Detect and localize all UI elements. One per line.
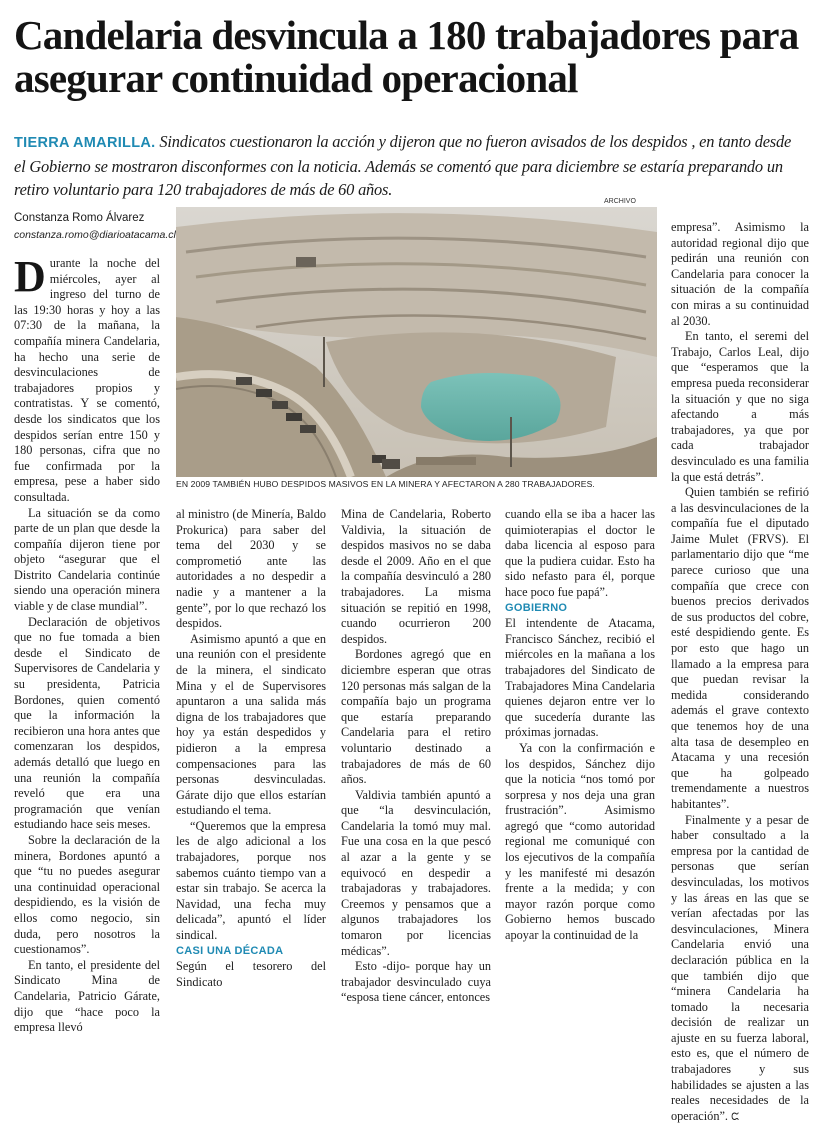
col2-paragraph-1: al ministro (de Minería, Baldo Prokurica) para saber del tema del 2030 y se comprometió ante las autoridades a no despedir a nadie y a mantener a la gente”, por lo que rechazó los despidos. xyxy=(176,507,326,631)
col1-p1-text: urante la noche del miércoles, ayer al ingreso del turno de las 19:30 horas y hoy a las 07:30 de la mañana, la compañía minera Candelaria, ha hecho una serie de desvinculaciones de trabajadores propios y contratistas. Y se comentó, desde los sindicatos que los despidos serían entre 150 y 180 personas, cifra que no fue confirmada por la empresa, pese a haber sido consultada. xyxy=(14,256,160,504)
col1-paragraph-5: En tanto, el presidente del Sindicato Mina de Candelaria, Patricio Gárate, dijo que “hace poco la empresa llevó xyxy=(14,957,160,1035)
photo-credit: ARCHIVO xyxy=(604,198,636,205)
col5-paragraph-4 xyxy=(671,813,809,1125)
truck-2 xyxy=(256,389,272,397)
truck-1 xyxy=(236,377,252,385)
column-4 xyxy=(505,507,655,944)
drop-cap: D xyxy=(14,252,46,301)
location-kicker: TIERRA AMARILLA. xyxy=(14,135,156,151)
column-5 xyxy=(671,220,809,1125)
column-2 xyxy=(176,507,326,990)
column-3 xyxy=(341,507,491,1006)
subhead-casi-una-decada: CASI UNA DÉCADA xyxy=(176,944,284,957)
end-mark-icon: ᙅ xyxy=(731,1111,740,1123)
col5-paragraph-1: empresa”. Asimismo la autoridad regional dijo que pedirán una reunión con Candelaria para conocer la situación de la compañía con miras a su continuidad al 2030. xyxy=(671,220,809,328)
col2-paragraph-2: Asimismo apuntó a que en una reunión con el presidente de la minera, el sindicato Mina y el de Supervisores apuntaron a una salida más digna de los trabajadores que hoy ya están despedidos y pidieron a la empresa compensaciones para las personas desvinculadas. Gárate dijo que ellos estarían estudiando el tema. xyxy=(176,631,326,818)
col1-paragraph-4: Sobre la declaración de la minera, Bordones apuntó a que “tu no puedes asegurar una continuidad operacional despidiendo, es la visión de ellos como negocio, sin duda, pero nosotros la cuestionamos”. xyxy=(14,832,160,957)
col2-paragraph-4: Según el tesorero del Sindicato xyxy=(176,959,326,989)
col5-p4-text: Finalmente y a pesar de haber consultado a la empresa por la cantidad de personas que serían desvinculadas, los motivos y las áreas en las que se verían afectadas por las desvinculaciones, Minera Candelaria envió una declaración pública en la que también dijo que “minera Candelaria ha tomado la necesaria decisión de realizar un ajuste en su fuerza laboral, esto es, que el número de trabajadores y sus habilidades se ajusten a las reales necesidades de la operación”. xyxy=(671,812,809,1123)
photo-caption: EN 2009 TAMBIÉN HUBO DESPIDOS MASIVOS EN LA MINERA Y AFECTARON A 280 TRABAJADORES. xyxy=(176,479,595,489)
col1-paragraph-3: Declaración de objetivos que no fue tomada a bien desde el Sindicato de Supervisores de Candelaria y su presidenta, Patricia Bordones, quien comentó que la información la recibieron una hora antes que comenzaran los despidos, además detalló que luego en una reunión la compañía reveló que era una programación que venían estudiando hace seis meses. xyxy=(14,614,160,832)
truck-4 xyxy=(286,413,302,421)
col4-paragraph-2: El intendente de Atacama, Francisco Sánchez, recibió el miércoles en la mañana a los trabajadores del Sindicato de Trabajadores Mina Candelaria quienes dejaron entre ver lo que sucedería durante las próximas jornadas. xyxy=(505,616,655,740)
headline: Candelaria desvincula a 180 trabajadores para asegurar continuidad operacional xyxy=(14,12,799,101)
byline-email[interactable]: constanza.romo@diarioatacama.cl xyxy=(14,229,176,241)
truck-7 xyxy=(382,459,400,469)
col3-paragraph-1: Mina de Candelaria, Roberto Valdivia, la situación de despidos masivos no se daba desde el 2009. Año en el que la compañía desvinculó a 280 trabajadores. La misma situación se repitió en 1998, cuando ocurrieron 200 despidos. xyxy=(341,507,491,646)
col5-paragraph-2: En tanto, el seremi del Trabajo, Carlos Leal, dijo que “esperamos que la empresa pueda reconsiderar la situación y que no siga afectando a más trabajadores, ya que por cada trabajador desvinculado es una familia la que está detrás”. xyxy=(671,329,809,484)
col3-paragraph-2: Bordones agregó que en diciembre esperan que otras 120 personas más salgan de la compañía bajo un programa que estaría preparando Candelaria para el retiro voluntario destinado a trabajadores de más de 60 años. xyxy=(341,647,491,787)
structure-1 xyxy=(416,457,476,465)
subhead-gobierno: GOBIERNO xyxy=(505,601,568,614)
col4-paragraph-1: cuando ella se iba a hacer las quimioterapias el doctor le daba licencia al esposo para que la pudiera cuidar. Esto ha sido nefasto para él, porque hace poco fue papá”. xyxy=(505,507,655,599)
column-1 xyxy=(14,252,160,1036)
col3-paragraph-3: Valdivia también apuntó a que “la desvinculación, Candelaria la tomó muy mal. Fue una cosa en la que pescó al azar a la gente y se equivocó en despedir a trabajadoras y trabajadores. Creemos y pensamos que a algunos trabajadores los tomaron por licencias médicas”. xyxy=(341,787,491,958)
open-pit-mine-illustration xyxy=(176,207,657,477)
col1-paragraph-2: La situación se da como parte de un plan que desde la compañía dijeron tiene por objeto “asegurar que el Distrito Candelaria continúe siendo una operación minera viable y de clase mundial”. xyxy=(14,505,160,614)
col5-paragraph-3: Quien también se refirió a las desvinculaciones de la compañía fue el diputado Jaime Mulet (FRVS). El parlamentario dijo que “me parece curioso que una compañía que crece con buenos precios derivados de sus productos del cobre, esté despidiendo gente. Es por esto que hago un llamado a la empresa para que puedan revisar la medida considerando además el grave contexto que tenemos hoy de una alta tasa de desempleo en Atacama y una recesión que ha golpeado tremendamente a nuestros habitantes”. xyxy=(671,485,809,811)
lead-paragraph xyxy=(14,130,804,201)
lead-text: Sindicatos cuestionaron la acción y dijeron que no fueron avisados de los despidos , en tanto desde el Gobierno se mostraron disconformes con la noticia. Además se comentó que para diciembre se estaría preparando un retiro voluntario para 120 trabajadores de más de 60 años. xyxy=(14,132,792,199)
mine-photo xyxy=(176,207,657,477)
col2-paragraph-3: “Queremos que la empresa les de algo adicional a los trabajadores, porque nos sabemos cuánto tiempo van a estar sin trabajo. Se acerca la Navidad, una fecha muy delicada”, apuntó el líder sindical. xyxy=(176,818,326,943)
truck-5 xyxy=(300,425,316,433)
truck-3 xyxy=(272,401,288,409)
col3-paragraph-4: Esto -dijo- porque hay un trabajador desvinculado cuya “esposa tiene cáncer, entonces xyxy=(341,959,491,1005)
col4-paragraph-3: Ya con la confirmación e los despidos, Sánchez dijo que la noticia “nos tomó por sorpresa y nos deja una gran frustración”. Asimismo agregó que “como autoridad regional me comuniqué con los ejecutivos de la compañía y les manifesté mi desazón frente a la medida; y con mayor razón porque como Gobierno hemos buscado apoyar la continuidad de la xyxy=(505,740,655,943)
byline-author: Constanza Romo Álvarez xyxy=(14,212,145,224)
machine-1 xyxy=(296,257,316,267)
col1-paragraph-1 xyxy=(14,252,160,506)
